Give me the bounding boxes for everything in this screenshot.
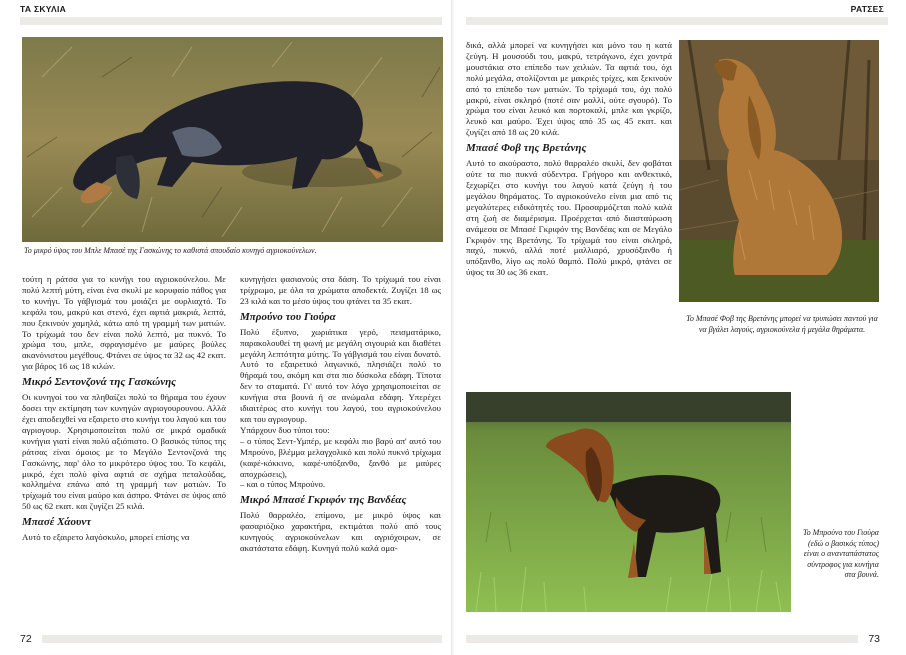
- text-column-1: [22, 274, 226, 543]
- header-bar: [466, 17, 888, 25]
- header-bar: [20, 17, 442, 25]
- list-item: – και ο τύπος Μπρούνο.: [240, 479, 326, 490]
- basset-bleu-gascogne-photo: [22, 37, 443, 242]
- paragraph: Υπάρχουν δυο τύποι του:: [240, 424, 330, 435]
- paragraph: Οι κυνηγοί του να πληθαίζει πολύ το θήραμα του έχουν δοσει την εκτίμηση των κυνηγών αγριογουρουνου. Αλλά έχει αποδειχθεί να εξαιρετο στο κυνήγι του λαγού και του αγριογουρ. Χρησιμοποιείται πολύ σε μικρά ομαδικά κυνήγια γιατί είναι πολύ αξιόπιστο. Ο βασικός τύπος της ράτσας είναι όμοιος με το Μεγάλο Σεντονζονά της Γασκώνης, παρ' όλο το μικρότερο ύψος του. Το κεφάλι, μικρό, έχει πολύ φίνα αφτιά σε σχήμα πεταλούδας, κολλημένα επάνω από τη γραμμή των ματιών. Το τρίχωμά του είναι μαύρο και άσπρο. Φτάνει σε ύψος από 50 ως 62 εκατ. και ζυγίζει 25 κιλά.: [22, 392, 226, 512]
- basset-fauve-bretagne-photo: [679, 40, 879, 302]
- section-heading: Μικρό Σεντονζονά της Γασκώνης: [22, 376, 177, 389]
- paragraph: Αυτό το ακούραστο, πολύ θαρραλέο σκυλί, δεν φοβάται ούτε τα πιο πυκνά σύδεντρα. Γρήγορο και ανθεκτικό, ξεχωρίζει στο κυνήγι του λαγού κατά ζεύγη ή του μεγάλου θηράματος. Το αγριοκούνελο είναι μια από τις μεγαλύτερες ειδικότητές του. Προσαρμόζεται πολύ καλά στη ζωή σε διαμέρισμα. Προέρχεται από διασταύρωση ανάμεσα σε Μπασέ Γκριφόν της Βανδέας και σε Μεγάλο Γκριφόν της Βρετάνης. Το τρίχωμά του είναι σκληρό, παχύ, πυκνό, αλλά ποτέ μαλλιαρό, χρυσόξανθο ή υπόξανθο, λίγο ως πολύ θαμπό. Πολύ μικρό, φτάνει σε ύψος τα 30 ως 36 εκατ.: [466, 158, 672, 278]
- running-head-right: ΡΑΤΣΕΣ: [850, 4, 884, 14]
- page-number-left: 72: [20, 633, 32, 645]
- right-page: [454, 0, 906, 655]
- paragraph: Πολύ έξυπνο, χωριάτικα γερό, πεισματάρικο, παρακολουθεί τη φωνή με μεγάλη σιγουριά και διαθέτει μεγάλη λεπτότητα μύτης. Το γάβγισμά του είναι δυνατό. Αυτό το εξαιρετικό λαγωνικό, πλησιάζει πολύ το θήραμά του, ακόμη και στα πιο δύσκολα εδάφη. Τίποτα δεν το σταματά. Γι' αυτό τον λόγο χρησιμοποιείται σε κυνήγια στα βουνά ή σε ανώμαλα εδάφη. Υπερέχει ιδιαιτέρως στο κυνήγι του λαγού, του αγριοκούνελου και του αγριογουρ.: [240, 326, 441, 424]
- text-column-3: [466, 40, 672, 278]
- section-heading: Μικρό Μπασέ Γκριφόν της Βανδέας: [240, 494, 407, 507]
- text-column-2: [240, 274, 441, 554]
- footer-bar: [42, 635, 442, 643]
- section-heading: Μπασέ Φοβ της Βρετάνης: [466, 142, 587, 155]
- left-page: [0, 0, 452, 655]
- photo-caption: Το μικρό ύψος του Μπλε Μπασέ της Γασκώνης το καθιστά σπουδαίο κυνηγό αγριοκούνελων.: [24, 246, 317, 255]
- section-heading: Μπρούνο του Γιούρα: [240, 310, 336, 323]
- list-item: – ο τύπος Σεντ-Υμπέρ, με κεφάλι πιο βαρύ απ' αυτό του Μπρούνο, βλέμμα μελαγχολικό και πολύ πυκνό τρίχωμα (καφέ-κόκκινο, καφέ-υπόξανθο, ξανθό με μαύρες αποχρώσεις),: [240, 435, 441, 479]
- paragraph: Πολύ θαρραλέο, επίμονο, με μικρό ύψος και φασαριόζικο χαρακτήρα, εκτιμάται πολύ από τους κυνηγούς αγριοκούνελων και αγριόχοιρων, σε ακατάστατα εδάφη. Κυνηγά πολύ καλά ομα-: [240, 510, 441, 554]
- bruno-du-jura-photo: [466, 392, 791, 612]
- running-head-left: ΤΑ ΣΚΥΛΙΑ: [20, 4, 67, 14]
- photo-caption: Το Μπρούνο του Γιούρα (εδώ ο βασικός τύπος) είναι ο ανανταπάστατος σύντροφος για κυνήγια στα βουνά.: [802, 528, 879, 579]
- page-number-right: 73: [868, 633, 880, 645]
- section-heading: Μπασέ Χάουντ: [22, 516, 92, 529]
- photo-caption: Το Μπασέ Φοβ της Βρετάνης μπορεί να τρυπώσει παντού για να βγάλει λαγούς, αγριοκούνελα ή μεγάλα θηράματα.: [686, 314, 878, 334]
- paragraph: κυνηγήσει φασιανούς στα δάση. Το τρίχωμά του είναι τρίχρωμο, με όλα τα χρώματα αποδεκτά. Ζυγίζει 18 ως 23 κιλά και το μέσο ύψος του φτάνει τα 35 εκατ.: [240, 274, 441, 306]
- paragraph: δικά, αλλά μπορεί να κυνηγήσει και μόνο του η κατά ζεύγη. Η μουσούδι του, μακρύ, τετράγωνο, έχει χοντρά μουστάκια στο επίπεδο των χειλιών. Τα αφτιά του, όχι πολύ μεγάλα, στολίζονται με μακριές τρίχες, και ξεκινούν από το επίπεδο των ματιών. Το τρίχωμά του, όχι πολύ μακρύ, είναι σκληρό (ποτέ σαν μαλλί, ούτε σγουρό). Το χρώμα του είναι λευκό και πορτοκαλί, μπλε και γκρίζο, λευκό και μαύρο. Έχει ύψος από 35 ως 45 εκατ. και ζυγίζει από 18 ως 20 κιλά.: [466, 40, 672, 138]
- paragraph: Αυτό το εξαιρετο λαγόσκυλο, μπορεί επίσης να: [22, 532, 190, 543]
- paragraph: τούτη η ράτσα για το κυνήγι του αγριοκούνελου. Με πολύ λεπτή μύτη, είναι ένα σκυλί με κορυφαίο πάθος για το κυνήγι. Το γάβγισμά του μοιάζει με ουρλιαχτό. Το κεφάλι του, μακρύ και στενό, έχει αφτιά μακριά, λεπτά, που ξεκινούν χαμηλά, κάτω από τη γραμμή των ματιών. Το τρίχωμά του δεν είναι πολύ λεπτό, μα πυκνό. Το χρώμα του, μπλε, σφραγισμένο με μαύρες βούλες ακανόνιστου μεγέθους. Φτάνει σε ύψος τα 32 ως 42 εκατ. για βάρος 16 ως 18 κιλών.: [22, 274, 226, 372]
- footer-bar: [466, 635, 858, 643]
